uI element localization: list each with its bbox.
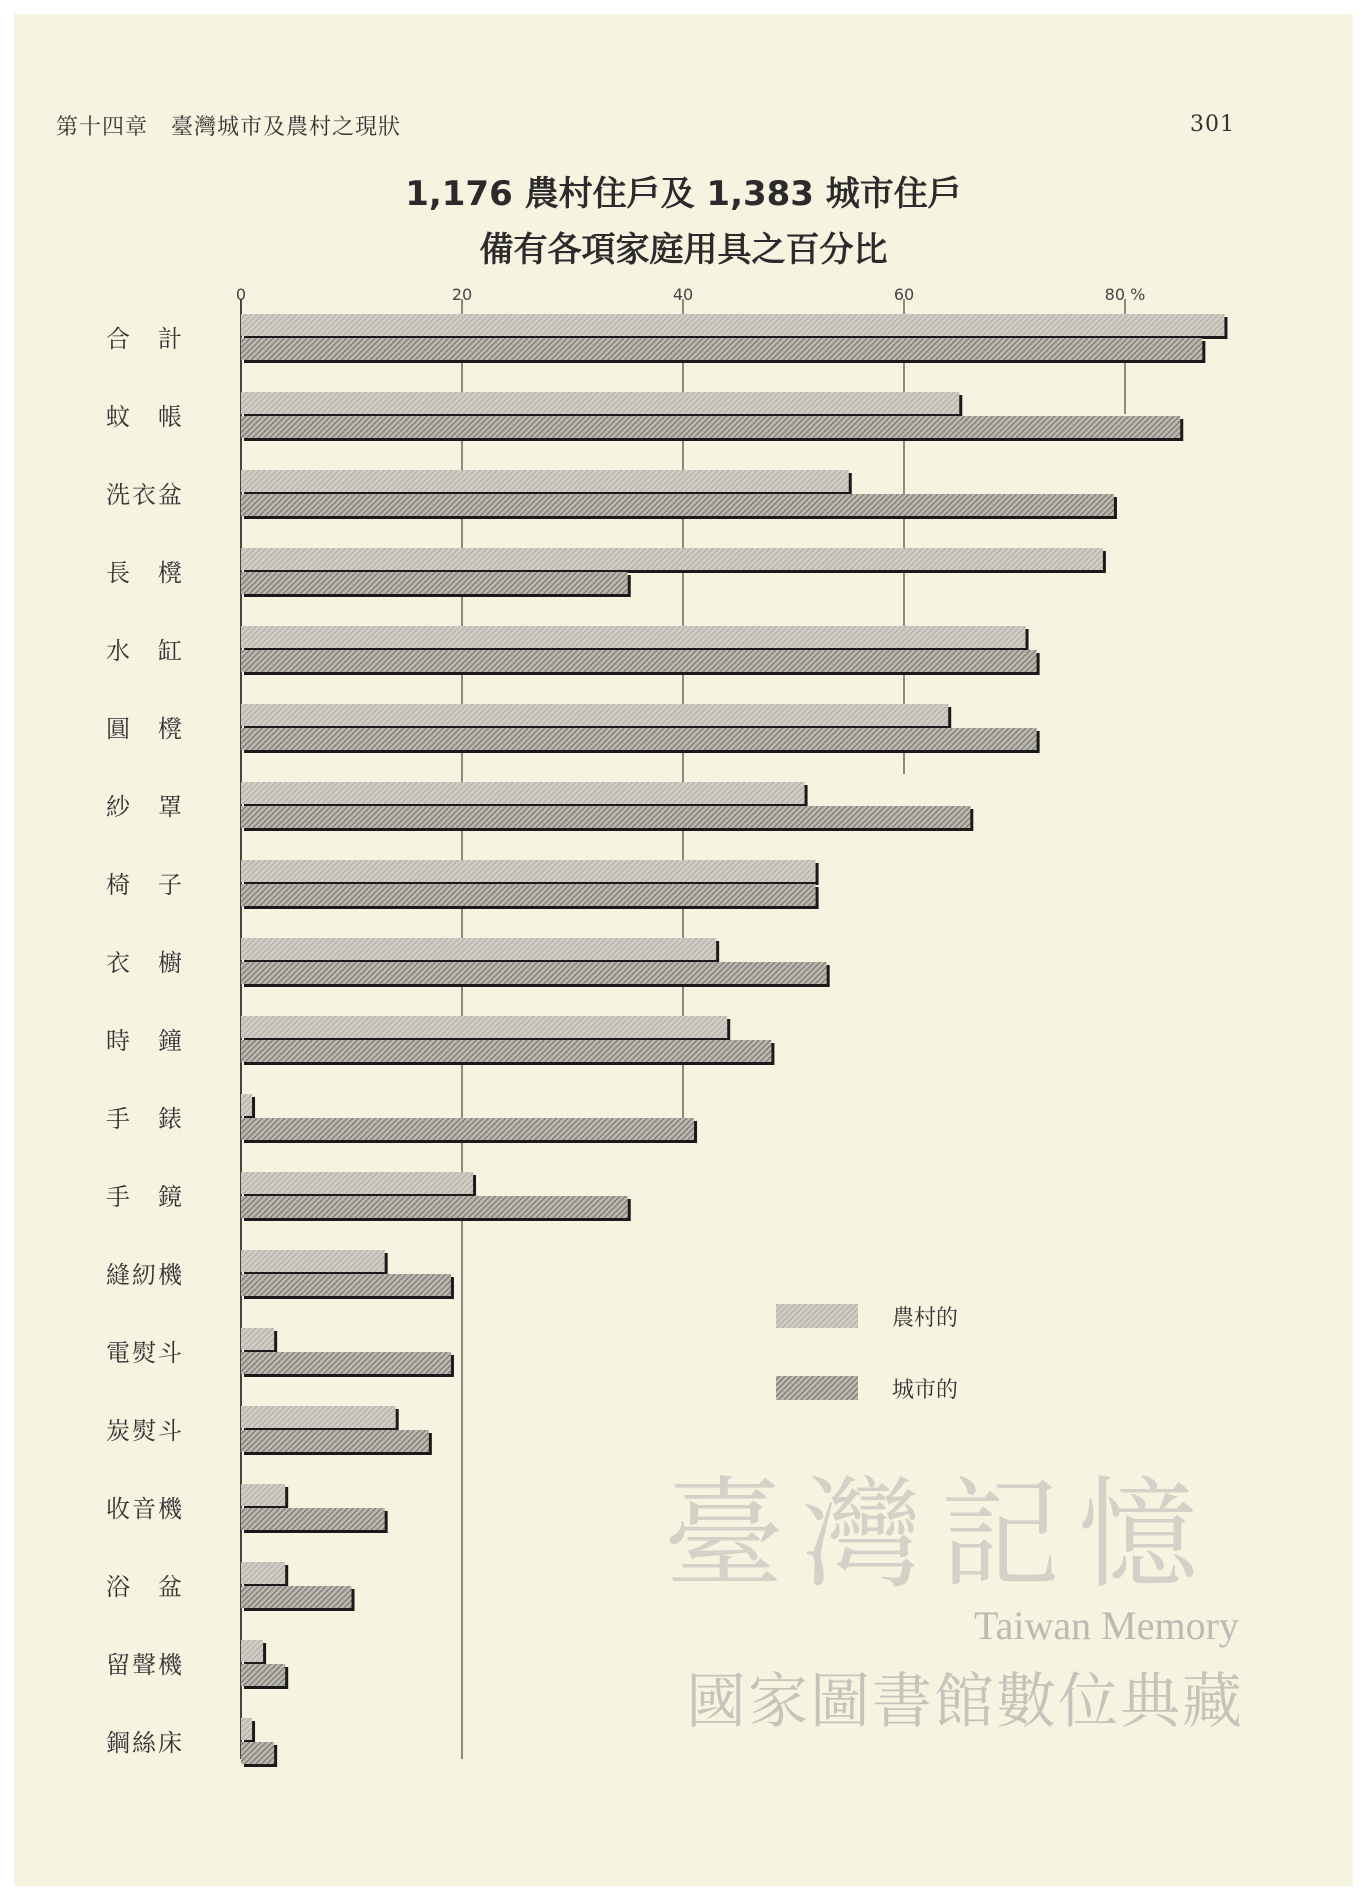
bar-rural [241,1562,285,1584]
page [14,14,1353,1886]
bar-urban [241,1274,451,1296]
bar-urban [241,1586,352,1608]
page-number: 301 [1190,112,1235,137]
category-label: 合 計 [106,325,184,353]
bar-urban [241,884,816,906]
category-label: 手 錶 [106,1105,184,1133]
category-label: 長 櫈 [106,559,184,587]
category-label: 留聲機 [106,1651,184,1679]
bar-rural [241,1484,285,1506]
bar-urban [241,806,970,828]
bar-rural [241,704,948,726]
watermark-english: Taiwan Memory [974,1603,1239,1648]
legend-label-rural: 農村的 [892,1306,959,1331]
bar-urban [241,1040,771,1062]
tick-label-0: 0 [235,285,247,304]
watermark-chinese: 臺灣記憶 [664,1466,1216,1605]
bar-urban [241,494,1114,516]
category-label: 蚊 帳 [106,403,184,431]
bar-urban [241,1742,274,1764]
legend [776,1304,958,1403]
bar-rural [241,860,816,882]
bar-rural [241,1640,263,1662]
bar-rural [241,938,716,960]
category-label: 縫紉機 [106,1261,184,1289]
bar-urban [241,416,1180,438]
bar-rural [241,1172,473,1194]
category-label: 圓 櫈 [106,715,184,743]
chart-subtitle: 備有各項家庭用具之百分比 [479,230,888,270]
bar-urban [241,338,1202,360]
category-label: 洗衣盆 [106,481,184,509]
bar-rural [241,392,959,414]
bar-rural [241,314,1224,336]
bar-rural [241,548,1103,570]
chapter-title: 第十四章 臺灣城市及農村之現狀 [56,115,402,140]
bar-urban [241,650,1037,672]
category-label: 水 缸 [106,637,184,665]
category-label: 電熨斗 [106,1339,184,1367]
bar-urban [241,728,1037,750]
tick-label-20: 20 [451,285,473,304]
tick-label-80: 80 % [1104,285,1146,304]
bar-rural [241,1328,274,1350]
bar-rural [241,782,805,804]
bar-urban [241,1352,451,1374]
bar-rural [241,1094,252,1116]
bar-rural [241,470,849,492]
tick-label-60: 60 [893,285,915,304]
category-label: 紗 罩 [106,793,184,821]
tick-label-40: 40 [672,285,694,304]
chart-title: 1,176 農村住戶及 1,383 城市住戶 [405,174,962,214]
category-label: 椅 子 [106,871,184,899]
category-label: 收音機 [106,1495,184,1523]
bar-rural [241,1016,727,1038]
category-label: 浴 盆 [106,1573,184,1601]
bar-rural [241,626,1026,648]
category-label: 炭熨斗 [106,1417,184,1445]
bar-urban [241,962,827,984]
watermark-library: 國家圖書館數位典藏 [686,1667,1244,1737]
bar-urban [241,1664,285,1686]
legend-swatch-urban [776,1376,858,1400]
bar-urban [241,1430,429,1452]
bar-rural [241,1718,252,1740]
bar-urban [241,1118,694,1140]
category-label: 手 鏡 [106,1183,184,1211]
bar-urban [241,1196,628,1218]
category-label: 衣 櫥 [106,949,184,977]
legend-swatch-rural [776,1304,858,1328]
bar-urban [241,572,628,594]
category-label: 鋼絲床 [106,1729,184,1757]
bar-rural [241,1250,385,1272]
category-label: 時 鐘 [106,1027,184,1055]
legend-label-urban: 城市的 [892,1378,959,1403]
bar-rural [241,1406,396,1428]
bar-urban [241,1508,385,1530]
